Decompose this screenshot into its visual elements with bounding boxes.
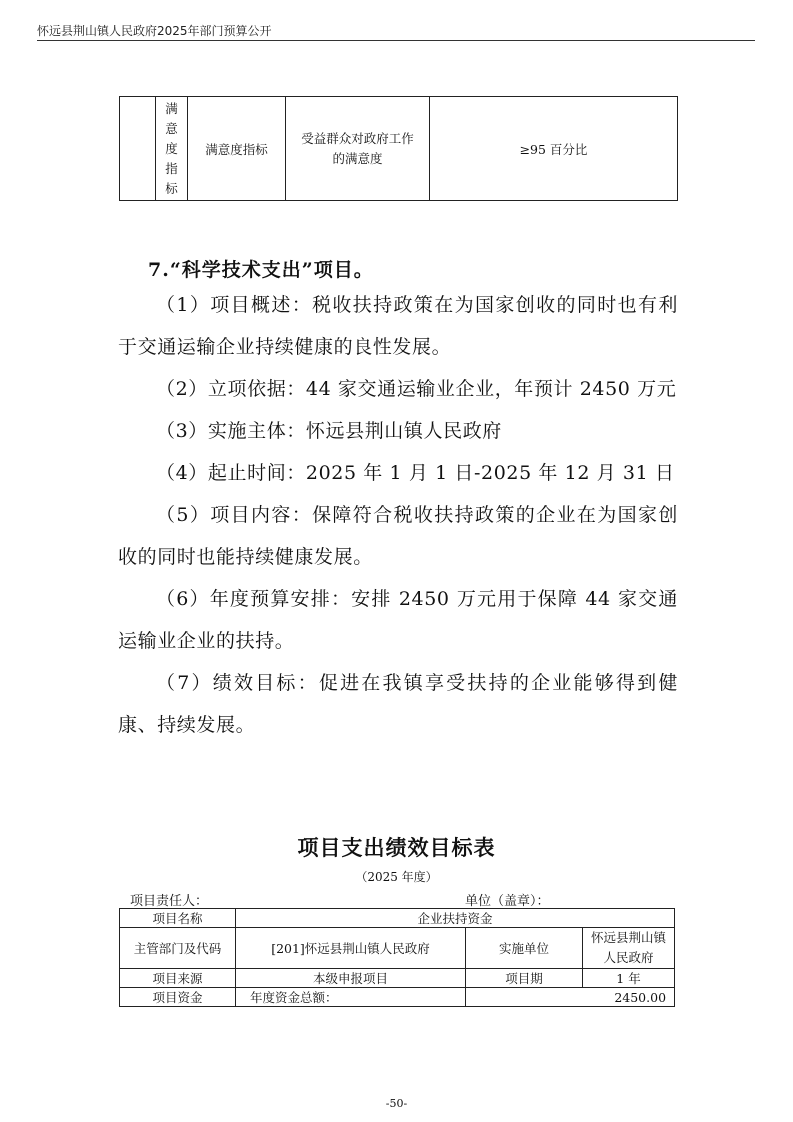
value-cell: ≥95 百分比 xyxy=(430,97,678,201)
performance-target-table xyxy=(119,908,675,1007)
source-label: 项目来源 xyxy=(120,969,236,988)
blank-cell xyxy=(120,97,156,201)
dept-value: [201]怀远县荆山镇人民政府 xyxy=(236,928,466,969)
section-title: 7.“科学技术支出”项目。 xyxy=(148,259,374,281)
impl-value-line: 人民政府 xyxy=(603,950,654,965)
perf-table-year: （2025 年度） xyxy=(355,870,438,884)
unit-seal-label: 单位（盖章）： xyxy=(465,894,550,909)
category-char: 标 xyxy=(165,180,178,196)
fund-total-value: 2450.00 xyxy=(466,988,675,1007)
impl-value-line: 怀远县荆山镇 xyxy=(591,930,667,945)
fund-label: 项目资金 xyxy=(120,988,236,1007)
page-number: -50- xyxy=(385,1097,408,1110)
period-label: 项目期 xyxy=(466,969,583,988)
paragraph: （3）实施主体：怀远县荆山镇人民政府 xyxy=(156,420,502,442)
category-char: 指 xyxy=(165,160,178,176)
fund-total-label: 年度资金总额： xyxy=(236,988,466,1007)
paragraph: （1）项目概述：税收扶持政策在为国家创收的同时也有利于交通运输企业持续健康的良性发展。 xyxy=(118,294,678,358)
indicator-cell: 满意度指标 xyxy=(188,97,286,201)
impl-value xyxy=(583,928,675,969)
name-value: 企业扶持资金 xyxy=(236,909,675,928)
paragraph: （2）立项依据：44 家交通运输业企业，年预计 2450 万元 xyxy=(156,378,677,400)
content-cell: 受益群众对政府工作的满意度 xyxy=(286,97,430,201)
category-char: 意 xyxy=(165,120,178,136)
category-char: 度 xyxy=(165,140,178,156)
name-label: 项目名称 xyxy=(120,909,236,928)
category-char: 满 xyxy=(165,100,178,116)
source-value: 本级申报项目 xyxy=(236,969,466,988)
impl-label: 实施单位 xyxy=(466,928,583,969)
paragraph: （5）项目内容：保障符合税收扶持政策的企业在为国家创收的同时也能持续健康发展。 xyxy=(118,504,678,568)
period-value: 1 年 xyxy=(583,969,675,988)
table-row xyxy=(120,988,675,1007)
page-header: 怀远县荆山镇人民政府2025年部门预算公开 xyxy=(37,24,272,38)
table-row xyxy=(120,909,675,928)
satisfaction-table xyxy=(119,96,678,201)
perf-table-title: 项目支出绩效目标表 xyxy=(297,835,496,860)
dept-label: 主管部门及代码 xyxy=(120,928,236,969)
table-row xyxy=(120,928,675,969)
paragraph: （7）绩效目标：促进在我镇享受扶持的企业能够得到健康、持续发展。 xyxy=(118,672,678,736)
header-rule xyxy=(37,40,755,41)
paragraph: （6）年度预算安排：安排 2450 万元用于保障 44 家交通运输业企业的扶持。 xyxy=(118,588,678,652)
responsible-label: 项目责任人： xyxy=(130,894,209,909)
paragraph: （4）起止时间：2025 年 1 月 1 日-2025 年 12 月 31 日 xyxy=(156,462,675,484)
section-body xyxy=(118,284,678,746)
category-cell xyxy=(156,97,188,201)
table-row xyxy=(120,969,675,988)
